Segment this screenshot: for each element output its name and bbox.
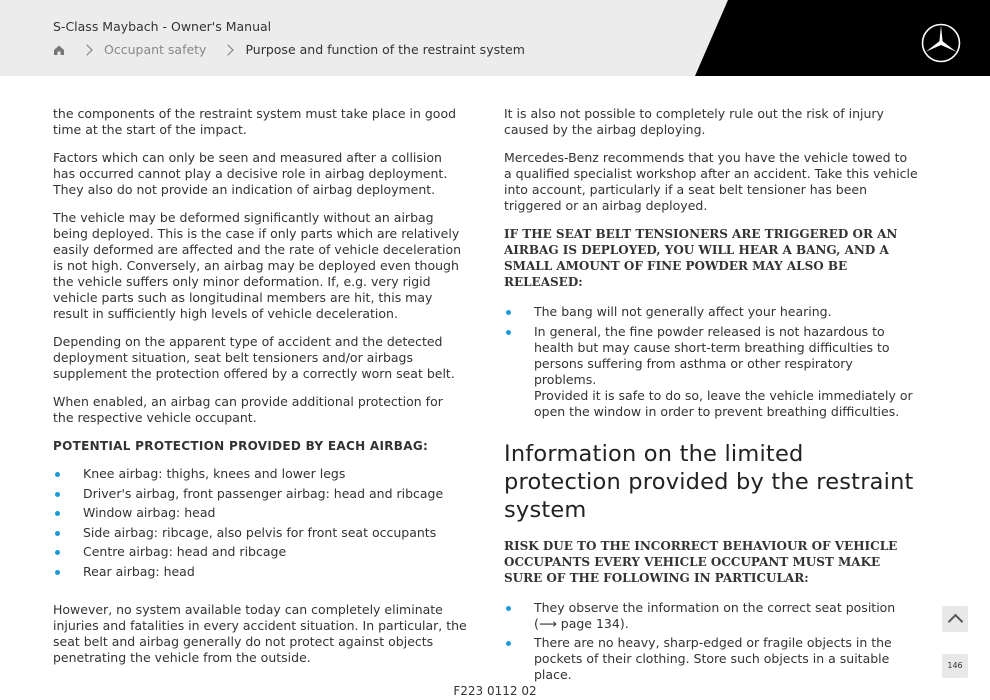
list-item: Rear airbag: head [53, 564, 467, 580]
left-column [53, 106, 467, 678]
section-title: Information on the limited protection provided by the restraint system [504, 440, 914, 523]
list-item: They observe the information on the correct seat position (⟶ page 134). [504, 600, 918, 632]
chevron-right-icon [81, 44, 92, 55]
paragraph: the components of the restraint system must take place in good time at the start of the impact. [53, 106, 457, 137]
paragraph: Factors which can only be seen and measured after a collision has occurred cannot play a decisive role in airbag deployment. They also do not provide an indication of airbag deployment. [53, 150, 448, 197]
paragraph: It is also not possible to completely rule out the risk of injury caused by the airbag deploying. [504, 106, 884, 137]
section-heading: POTENTIAL PROTECTION PROVIDED BY EACH AIRBAG: [53, 439, 429, 453]
scroll-to-top-button[interactable] [942, 606, 968, 632]
list-note: Provided it is safe to do so, leave the vehicle immediately or open the window in order to prevent breathing difficulties. [534, 387, 913, 419]
home-icon[interactable] [53, 44, 65, 56]
occupant-list [504, 600, 918, 684]
manual-title: S-Class Maybach - Owner's Manual [53, 19, 272, 34]
figure-code: F223 0112 02 [453, 684, 537, 698]
paragraph: The vehicle may be deformed significantly without an airbag being deployed. This is the case if only parts which are relatively easily deformed are affected and the rate of vehicle deceleration is not high. Conversely, an airbag may be deployed even though the vehicle suffers only minor deformation. If, e.g. very rigid vehicle parts such as longitudinal members are hit, this may result in sufficiently high levels of vehicle deceleration. [53, 210, 462, 321]
chevron-right-icon [223, 44, 234, 55]
list-item: Side airbag: ribcage, also pelvis for front seat occupants [53, 525, 467, 541]
page-number-badge: 146 [942, 654, 968, 678]
list-item: Driver's airbag, front passenger airbag: head and ribcage [53, 486, 467, 502]
warning-heading: IF THE SEAT BELT TENSIONERS ARE TRIGGERED OR AN AIRBAG IS DEPLOYED, YOU WILL HEAR A BANG, AND A SMALL AMOUNT OF FINE POWDER MAY ALSO BE RELEASED: [504, 227, 898, 289]
airbag-protection-list [53, 466, 467, 580]
list-item: Centre airbag: head and ribcage [53, 544, 467, 560]
mercedes-star-logo [921, 23, 961, 63]
right-column [504, 106, 918, 700]
list-item: Window airbag: head [53, 505, 467, 521]
warning-heading: RISK DUE TO THE INCORRECT BEHAVIOUR OF VEHICLE OCCUPANTS EVERY VEHICLE OCCUPANT MUST MAKE SURE OF THE FOLLOWING IN PARTICULAR: [504, 538, 898, 585]
list-item: Knee airbag: thighs, knees and lower legs [53, 466, 467, 482]
warning-list [504, 304, 918, 388]
list-item: The bang will not generally affect your hearing. [504, 304, 918, 320]
paragraph: When enabled, an airbag can provide additional protection for the respective vehicle occupant. [53, 394, 443, 425]
paragraph: Mercedes-Benz recommends that you have the vehicle towed to a qualified specialist workshop after an accident. Take this vehicle into account, particularly if a seat belt tensioner has been triggered or an airbag deployed. [504, 150, 918, 213]
breadcrumb [53, 42, 525, 57]
breadcrumb-occupant-safety[interactable]: Occupant safety [104, 42, 207, 57]
list-item: There are no heavy, sharp-edged or fragile objects in the pockets of their clothing. Store such objects in a suitable place. [504, 635, 918, 683]
header-bar [0, 0, 990, 76]
breadcrumb-current-page: Purpose and function of the restraint system [245, 42, 525, 57]
paragraph: However, no system available today can completely eliminate injuries and fatalities in every accident situation. In particular, the seat belt and airbag generally do not protect against objects penetrating the vehicle from the outside. [53, 601, 467, 665]
paragraph: Depending on the apparent type of accident and the detected deployment situation, seat belt tensioners and/or airbags supplement the protection offered by a correctly worn seat belt. [53, 334, 455, 381]
list-item: In general, the fine powder released is not hazardous to health but may cause short-term breathing difficulties to persons suffering from asthma or other respiratory problems. [504, 324, 918, 388]
